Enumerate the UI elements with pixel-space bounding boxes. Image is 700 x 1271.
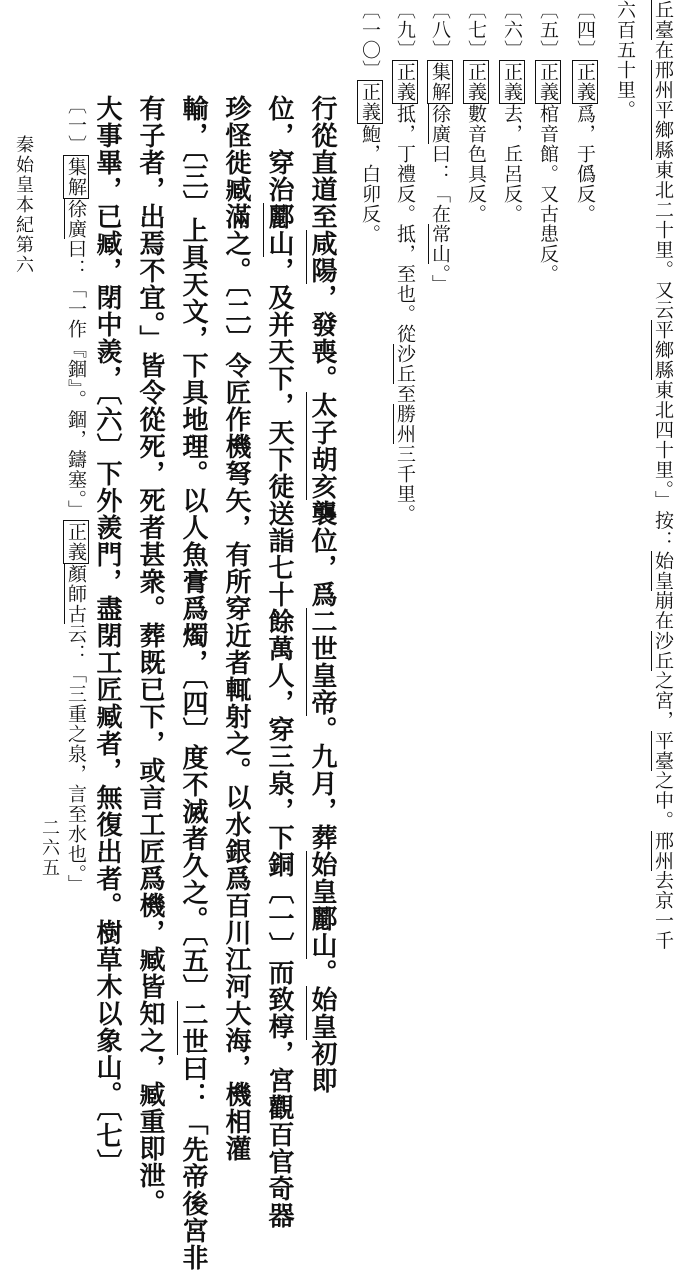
- proper-name: 沙丘: [394, 344, 416, 384]
- commentary-column-1: [651, 0, 675, 1005]
- proper-name: 酈山: [264, 203, 294, 257]
- text-run: 爲，于僞反。: [574, 104, 596, 224]
- text-run: 東北四十里。」按：: [652, 380, 674, 551]
- text-run: 曰：「一作『錮』。錮，鑄塞。」: [65, 239, 87, 520]
- text-run: 〔七〕: [465, 0, 487, 60]
- text-run: 鮑，白卯反。: [359, 124, 381, 244]
- text-run: 去，丘呂反。: [501, 104, 523, 224]
- text-run: 。: [307, 959, 337, 986]
- proper-name: 顏師古: [65, 564, 87, 624]
- text-run: 。九月，葬: [307, 716, 337, 851]
- page-number: 二六五: [39, 818, 60, 878]
- commentary-tag: 正義: [574, 62, 596, 102]
- text-run: 去京一千: [652, 870, 674, 951]
- text-run: 云：「三重之泉，言至水也。」: [65, 624, 87, 895]
- proper-name: 徐廣: [65, 199, 87, 239]
- note-column-4: [572, 0, 598, 1005]
- proper-name: 勝州: [394, 404, 416, 444]
- main-text-column-6: [91, 95, 123, 1176]
- proper-name: 丘臺: [652, 0, 674, 40]
- text-run: 大事畢，已臧，閉中羨，〔六〕下外羨門，盡閉工匠臧者，無復出者。樹草木以象山。〔七〕: [92, 95, 122, 1176]
- text-run: 棺音館。又古患反。: [537, 104, 559, 284]
- proper-name: 咸陽: [307, 230, 337, 284]
- main-text-column-1: [306, 95, 338, 1094]
- proper-name: 二世皇帝: [307, 608, 337, 716]
- text-run: ，發喪。: [307, 284, 337, 392]
- proper-name: 始皇: [307, 986, 337, 1040]
- note-column-8: [427, 0, 453, 1005]
- text-run: 〔八〕: [429, 0, 451, 60]
- text-run: 〔六〕: [501, 0, 523, 60]
- text-run: 之宮，: [652, 670, 674, 731]
- text-run: 三千里。: [394, 444, 416, 524]
- text-run: 〔一〕: [65, 95, 87, 155]
- commentary-tag: 正義: [65, 522, 87, 562]
- proper-name: 始皇: [307, 851, 337, 905]
- proper-name: 邢州平鄉縣: [652, 60, 674, 160]
- commentary-tag: 正義: [501, 62, 523, 102]
- proper-name: 平鄉縣: [652, 320, 674, 380]
- text-run: 〔五〕: [537, 0, 559, 60]
- text-run: ，及并天下，天下徒送詣七十餘萬人，穿三泉，下銅〔一〕而致椁，宮觀百官奇器: [264, 257, 294, 1229]
- proper-name: 平臺: [652, 730, 674, 771]
- commentary-tag: 正義: [359, 82, 381, 122]
- proper-name: 二世: [178, 1001, 208, 1055]
- text-run: 珍怪徙臧滿之。〔二〕令匠作機弩矢，有所穿近者輒射之。以水銀爲百川江河大海，機相灌: [221, 95, 251, 1162]
- proper-name: 酈山: [307, 905, 337, 959]
- text-run: 抵，丁禮反。抵，至也。從: [394, 104, 416, 344]
- note-column-10: [357, 0, 383, 1005]
- text-run: 〔四〕: [574, 0, 596, 60]
- text-run: 在: [652, 40, 674, 60]
- text-run: 〔九〕: [394, 0, 416, 60]
- text-run: 至: [394, 384, 416, 404]
- text-run: 輸，〔三〕上具天文，下具地理。以人魚膏爲燭，〔四〕度不滅者久之。〔五〕: [178, 95, 208, 1001]
- proper-name: 徐廣: [429, 104, 451, 144]
- text-run: 曰：「在: [429, 144, 451, 224]
- text-run: 行從直道至: [307, 95, 337, 230]
- text-run: 之中。: [652, 770, 674, 831]
- commentary-tag: 集解: [65, 157, 87, 197]
- note-column-5: [535, 0, 561, 1005]
- commentary-tag: 正義: [394, 62, 416, 102]
- text-run: 襲位，爲: [307, 500, 337, 608]
- text-run: 崩在: [652, 590, 674, 631]
- proper-name: 常山: [429, 224, 451, 264]
- footnote-column-1: [63, 95, 89, 1025]
- note-column-9: [392, 0, 418, 1005]
- commentary-column-2: [613, 0, 637, 1005]
- commentary-tag: 正義: [537, 62, 559, 102]
- text-run: 東北二十里。又云: [652, 160, 674, 320]
- commentary-tag: 正義: [465, 62, 487, 102]
- proper-name: 沙丘: [652, 630, 674, 671]
- main-text-column-5: [134, 95, 166, 1216]
- main-text-column-2: [263, 95, 295, 1229]
- text-run: 位，穿治: [264, 95, 294, 203]
- text-run: 有子者，出焉不宜。」皆令從死，死者甚衆。葬既已下，或言工匠爲機，臧皆知之，臧重即泄。: [135, 95, 165, 1216]
- proper-name: 邢州: [652, 830, 674, 871]
- text-run: 。」: [429, 264, 451, 295]
- proper-name: 太子胡亥: [307, 392, 337, 500]
- main-text-column-4: [177, 95, 209, 1271]
- text-run: 〔一〇〕: [359, 0, 381, 80]
- text-run: 六百五十里。: [614, 0, 636, 120]
- note-column-7: [463, 0, 489, 1005]
- text-run: 曰：「先帝後宮非: [178, 1055, 208, 1271]
- text-run: 初即: [307, 1040, 337, 1094]
- proper-name: 始皇: [652, 550, 674, 591]
- note-column-6: [499, 0, 525, 1005]
- running-head: 秦始皇本紀第六: [13, 135, 34, 275]
- text-run: 數音色具反。: [465, 104, 487, 224]
- main-text-column-3: [220, 95, 252, 1162]
- commentary-tag: 集解: [429, 62, 451, 102]
